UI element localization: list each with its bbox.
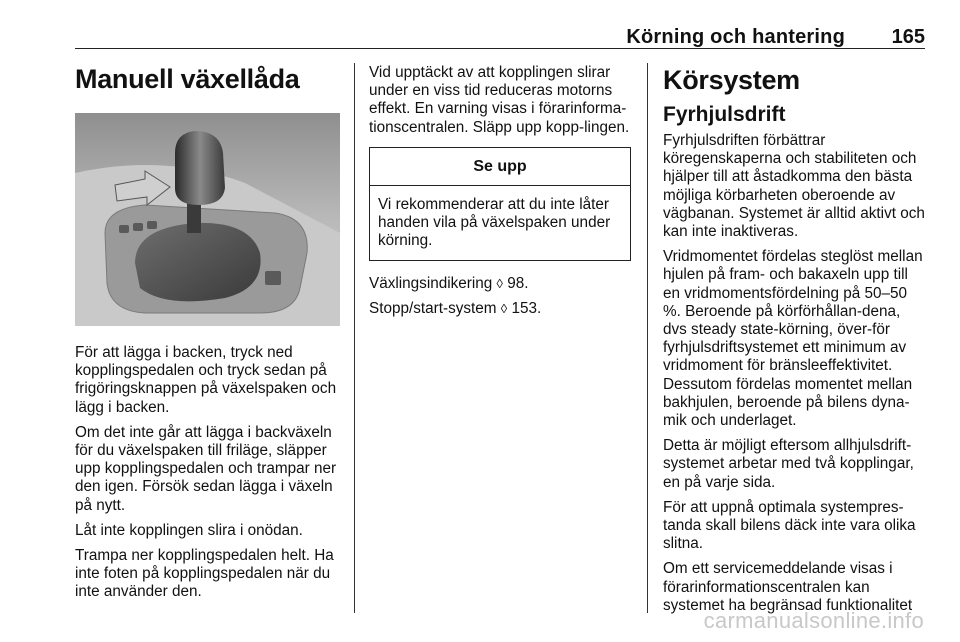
paragraph: Fyrhjulsdriften förbättrar köregenskaperna och stabiliteten och hjälper till att åstadkomma den bästa möjliga körbarheten oberoende av vägbanan. Systemet är alltid aktivt och kan inte inaktiveras. [663,132,925,241]
column-left [75,63,343,609]
paragraph: För att uppnå optimala systempres-tanda skall bilens däck inte vara olika slitna. [663,498,916,553]
caution-box [369,147,631,261]
gear-shift-photo [75,113,340,326]
paragraph: Vid upptäckt av att kopplingen slirar under en viss tid reduceras motorns effekt. En varning visas i förarinforma-tionscentralen. Släpp upp kopp-lingen. [369,64,630,136]
paragraph: Om det inte går att lägga i backväxeln för du växelspaken till friläge, släpper upp kopplingspedalen och trampar ner den igen. Försök sedan lägga i växeln på nytt. [75,423,337,514]
cross-reference[interactable]: Stopp/start-system ◊ 153. [369,299,542,317]
paragraph: Låt inte kopplingen slira i onödan. [75,521,303,539]
column-middle [369,64,631,325]
section-heading-manual-gearbox: Manuell växellåda [75,64,300,94]
page-header [75,22,925,49]
page-number: 165 [891,26,925,48]
running-title: Körning och hantering [626,26,845,48]
caution-text: Vi rekommenderar att du inte låter handen vila på växelspaken under körning. [378,196,611,250]
paragraph: Om ett servicemeddelande visas i förarinformationscentralen kan systemet ha begränsad funktionalitet [663,560,913,614]
subheading-all-wheel-drive: Fyrhjulsdrift [663,103,786,126]
paragraph: Trampa ner kopplingspedalen helt. Ha inte foten på kopplingspedalen när du inte använder den. [75,547,334,601]
paragraph: För att lägga i backen, tryck ned kopplingspedalen och tryck sedan på frigöringsknappen på växelspaken och lägg i backen. [75,344,337,416]
paragraph: Vridmomentet fördelas steglöst mellan hjulen på fram- och bakaxeln upp till en vridmomentsfördelning på 50–50 %. Beroende på körförhållan-dena, dvs steady state-körning, över-för fyrhjulsdriftsystemet ett minimum av vridmoment för bränsleeffektivitet. Dessutom fördelas momentet mellan bakhjulen, beroende på bilens dyna-mik och underlaget. [663,248,923,430]
section-heading-drive-system: Körsystem [663,65,800,95]
column-divider-2 [647,63,648,613]
cross-reference[interactable]: Växlingsindikering ◊ 98. [369,274,529,292]
column-right [663,64,925,622]
caution-title: Se upp [370,148,630,186]
page-reference-icon: ◊ [500,300,508,316]
paragraph: Detta är möjligt eftersom allhjulsdrift-systemet arbetar med två kopplingar, en på varje sida. [663,437,914,491]
page-reference-icon: ◊ [496,275,503,291]
watermark: carmanualsonline.info [703,608,924,633]
column-divider-1 [354,63,355,613]
